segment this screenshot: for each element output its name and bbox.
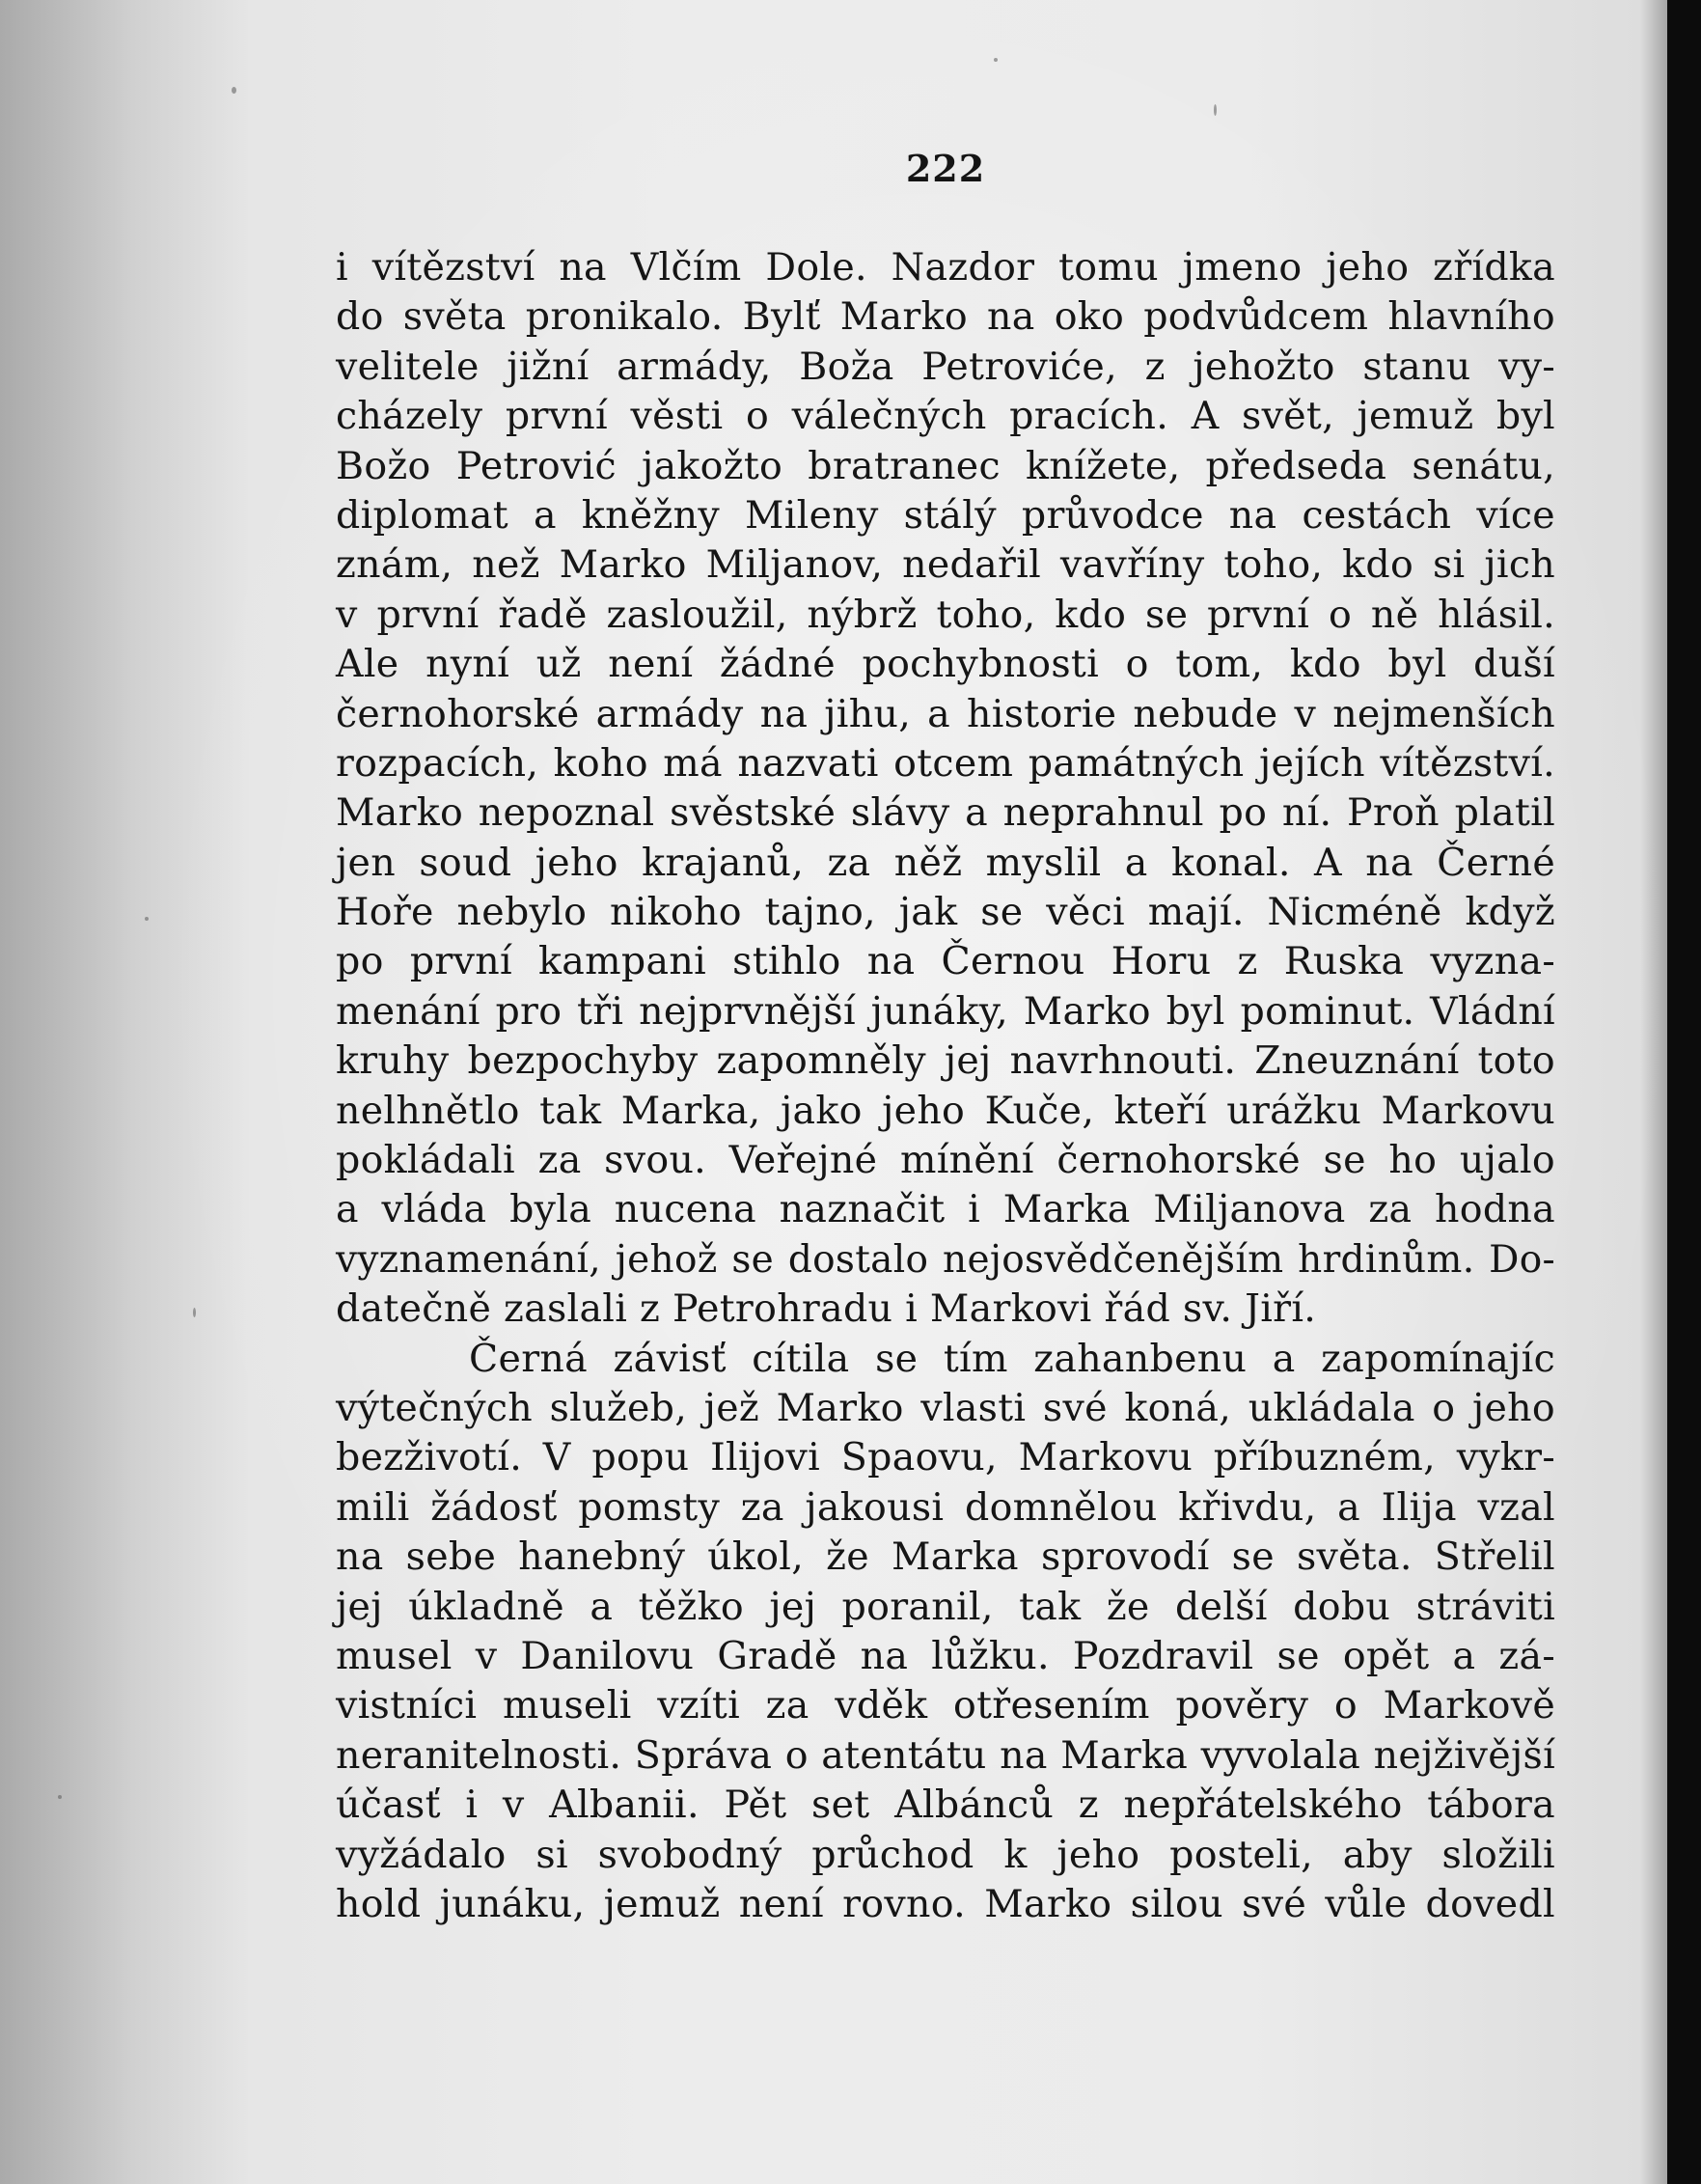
text-line: neranitelnosti. Správa o atentátu na Marka vyvolala nejživější (336, 1732, 1555, 1778)
text-line: rozpacích, koho má nazvati otcem památných jejích vítězství. (336, 740, 1555, 786)
text-line: hold junáku, jemuž není rovno. Marko silou své vůle dovedl (336, 1881, 1555, 1926)
text-line: jen soud jeho krajanů, za něž myslil a konal. A na Černé (336, 840, 1555, 885)
scan-speck (994, 58, 998, 62)
text-line: musel v Danilovu Gradě na lůžku. Pozdravil se opět a zá- (336, 1633, 1555, 1678)
text-line: účasť i v Albanii. Pět set Albánců z nepřátelského tábora (336, 1783, 1555, 1828)
gutter-shadow (0, 0, 251, 2184)
text-line: nelhnětlo tak Marka, jako jeho Kuče, kteří urážku Markovu (336, 1088, 1555, 1133)
text-line-paragraph-start: Černá závisť cítila se tím zahanbenu a zapomínajíc (469, 1336, 1555, 1381)
scan-speck (58, 1795, 62, 1799)
page-edge-shadow (1640, 0, 1667, 2184)
text-line: jej úkladně a těžko jej poranil, tak že delší dobu stráviti (336, 1584, 1555, 1629)
scan-speck (232, 87, 236, 94)
text-line: vyžádalo si svobodný průchod k jeho posteli, aby složili (336, 1832, 1555, 1877)
scan-speck (193, 1308, 196, 1317)
text-line: a vláda byla nucena naznačit i Marka Miljanova za hodna (336, 1187, 1555, 1232)
text-line: cházely první věsti o válečných pracích. A svět, jemuž byl (336, 394, 1555, 439)
text-line: výtečných služeb, jež Marko vlasti své koná, ukládala o jeho (336, 1385, 1555, 1430)
text-line: v první řadě zasloužil, nýbrž toho, kdo se první o ně hlásil. (336, 592, 1555, 637)
text-line: i vítězství na Vlčím Dole. Nazdor tomu jmeno jeho zřídka (336, 245, 1555, 290)
body-text (336, 243, 1555, 1929)
text-line: do světa pronikalo. Bylť Marko na oko podvůdcem hlavního (336, 294, 1555, 340)
text-line: po první kampani stihlo na Černou Horu z Ruska vyzna- (336, 939, 1555, 984)
text-line: bezživotí. V popu Ilijovi Spaovu, Markovu příbuzném, vykr- (336, 1435, 1555, 1480)
text-line-paragraph-end: datečně zaslali z Petrohradu i Markovi řád sv. Jiří. (336, 1286, 1317, 1332)
text-line: Božo Petrović jakožto bratranec knížete, předseda senátu, (336, 443, 1555, 488)
text-line: velitele jižní armády, Boža Petroviće, z jehožto stanu vy- (336, 344, 1555, 389)
text-line: kruhy bezpochyby zapomněly jej navrhnouti. Zneuznání toto (336, 1038, 1555, 1084)
text-line: mili žádosť pomsty za jakousi domnělou křivdu, a Ilija vzal (336, 1484, 1555, 1530)
text-line: černohorské armády na jihu, a historie nebude v nejmenších (336, 691, 1555, 736)
text-line: menání pro tři nejprvnější junáky, Marko byl pominut. Vládní (336, 988, 1555, 1034)
text-line: na sebe hanebný úkol, že Marka sprovodí se světa. Střelil (336, 1534, 1555, 1580)
text-line: vistníci museli vzíti za vděk otřesením pověry o Markově (336, 1683, 1555, 1728)
text-line: znám, než Marko Miljanov, nedařil vavříny toho, kdo si jich (336, 542, 1555, 588)
text-line: vyznamenání, jehož se dostalo nejosvědčenějším hrdinům. Do- (336, 1237, 1555, 1282)
page-number: 222 (905, 147, 986, 190)
scan-speck (1214, 104, 1217, 116)
text-line: Marko nepoznal svěstské slávy a neprahnul po ní. Proň platil (336, 790, 1555, 836)
text-line: Ale nyní už není žádné pochybnosti o tom, kdo byl duší (336, 642, 1555, 687)
text-line: diplomat a kněžny Mileny stálý průvodce na cestách více (336, 492, 1555, 538)
text-line: Hoře nebylo nikoho tajno, jak se věci mají. Nicméně když (336, 890, 1555, 935)
text-line: pokládali za svou. Veřejné mínění černohorské se ho ujalo (336, 1138, 1555, 1183)
scan-speck (145, 917, 149, 921)
